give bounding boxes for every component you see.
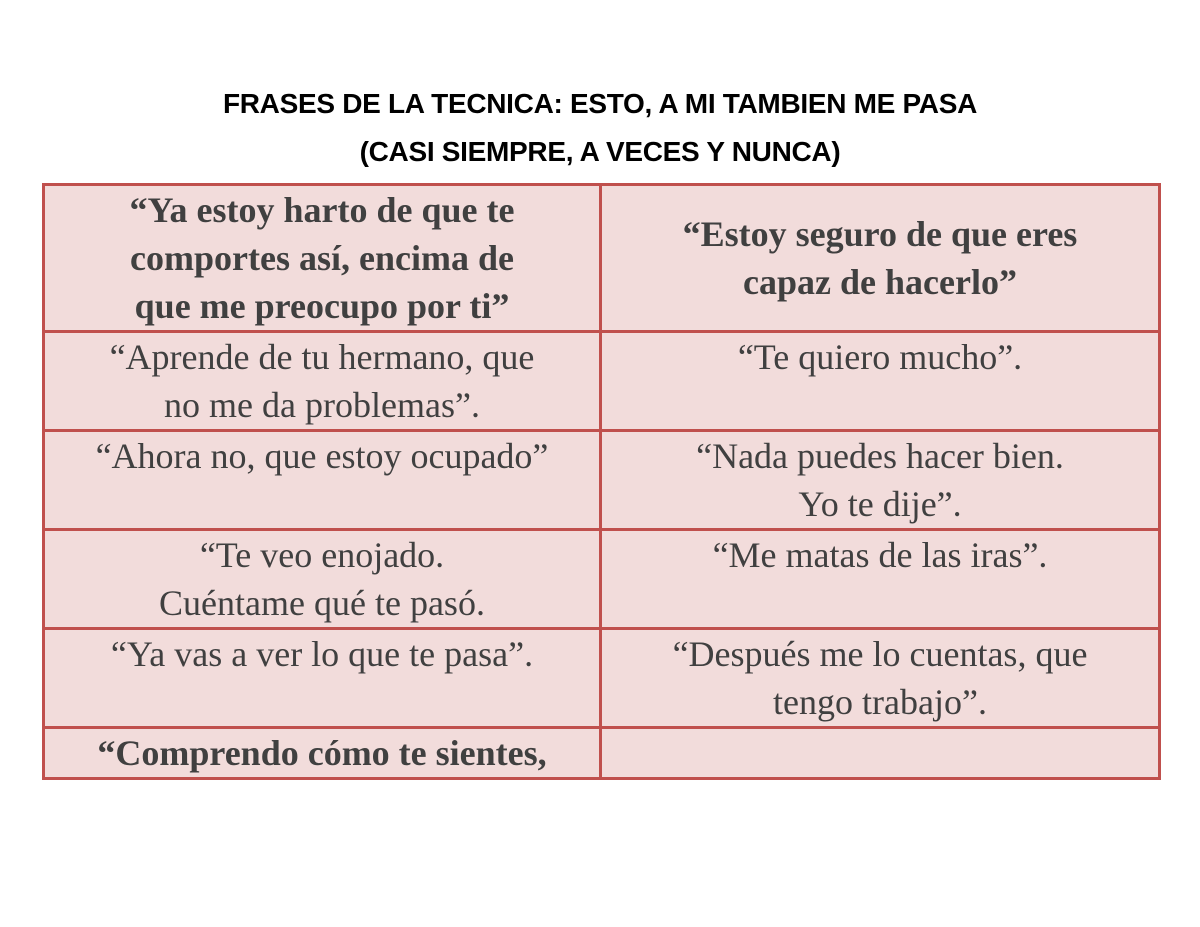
table-row <box>44 728 1160 779</box>
document-title <box>0 80 1200 176</box>
phrases-table <box>42 183 1161 780</box>
phrase-cell: “Te veo enojado. Cuéntame qué te pasó. <box>44 530 601 629</box>
phrase-cell: “Ya estoy harto de que te comportes así, encima de que me preocupo por ti” <box>44 185 601 332</box>
phrase-cell: “Aprende de tu hermano, que no me da problemas”. <box>44 332 601 431</box>
phrase-cell: “Me matas de las iras”. <box>601 530 1160 629</box>
table-row <box>44 530 1160 629</box>
phrase-cell: “Después me lo cuentas, que tengo trabajo”. <box>601 629 1160 728</box>
table-row <box>44 629 1160 728</box>
table-row <box>44 332 1160 431</box>
title-line-2: (CASI SIEMPRE, A VECES Y NUNCA) <box>359 136 841 167</box>
phrase-cell: “Estoy seguro de que eres capaz de hacerlo” <box>601 185 1160 332</box>
phrase-cell: “Nada puedes hacer bien. Yo te dije”. <box>601 431 1160 530</box>
table-row <box>44 431 1160 530</box>
phrase-cell: “Comprendo cómo te sientes, <box>44 728 601 779</box>
title-line-1: FRASES DE LA TECNICA: ESTO, A MI TAMBIEN ME PASA <box>222 88 978 119</box>
phrase-cell: “Ya vas a ver lo que te pasa”. <box>44 629 601 728</box>
phrase-cell <box>601 728 1160 779</box>
table-row <box>44 185 1160 332</box>
phrase-cell: “Te quiero mucho”. <box>601 332 1160 431</box>
phrase-cell: “Ahora no, que estoy ocupado” <box>44 431 601 530</box>
